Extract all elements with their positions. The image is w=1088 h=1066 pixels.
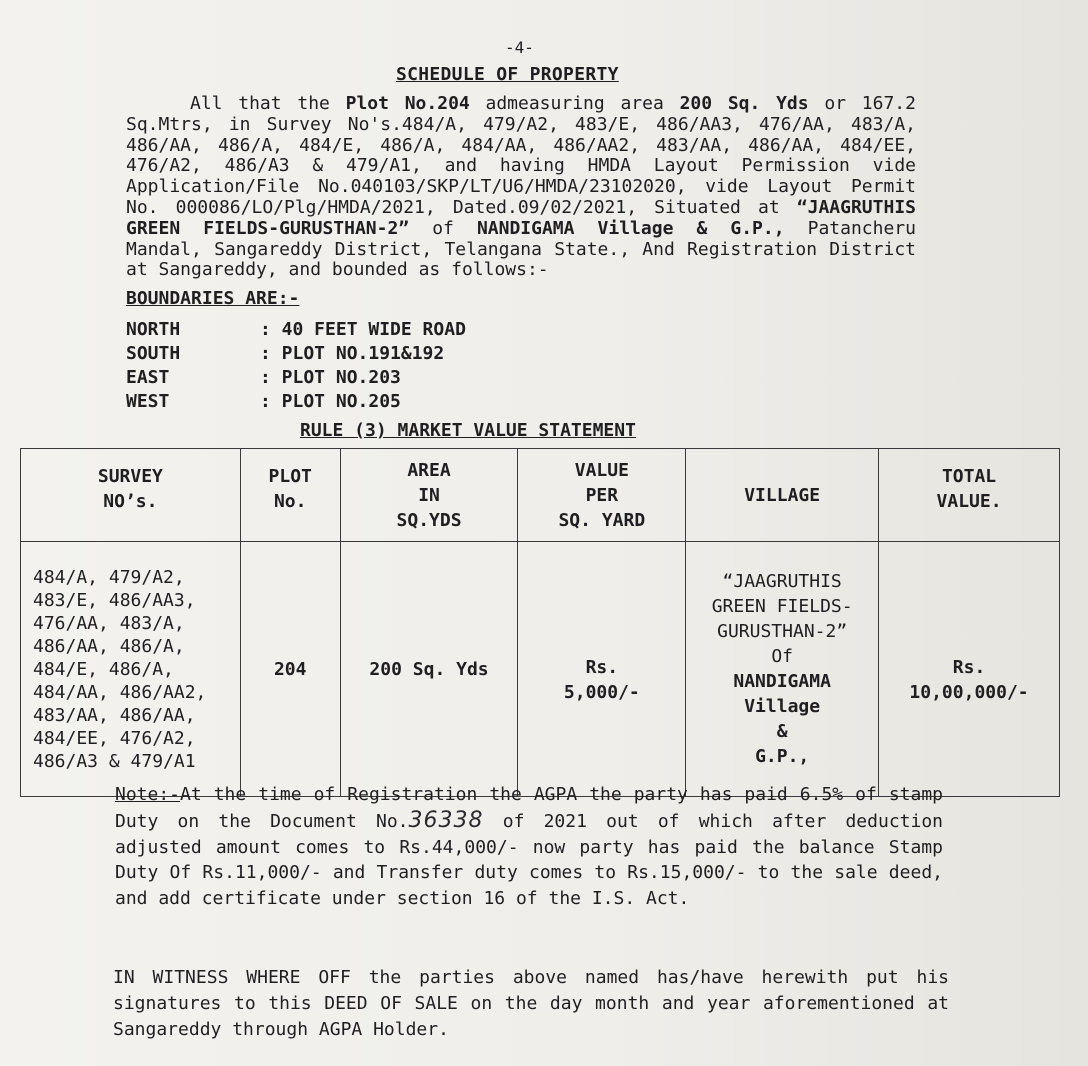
schedule-heading: SCHEDULE OF PROPERTY xyxy=(396,64,619,85)
header-value: VALUE PER SQ. YARD xyxy=(518,449,686,542)
cell-survey-numbers xyxy=(21,542,241,797)
boundary-north xyxy=(126,319,466,343)
boundary-west xyxy=(126,391,401,415)
boundary-direction: NORTH xyxy=(126,319,181,340)
note-text-1: At the time of Registration the AGPA the party has paid 6.5% of stamp Duty on the Document No. xyxy=(115,784,943,832)
boundary-value: : 40 FEET WIDE ROAD xyxy=(260,319,466,340)
note-label: Note:- xyxy=(115,784,181,805)
table-row xyxy=(21,542,1060,797)
market-value-table xyxy=(20,448,1060,797)
survey-line: 484/A, 479/A2, xyxy=(33,566,185,588)
survey-line: 486/AA, 486/A, xyxy=(33,635,185,657)
market-value-heading: RULE (3) MARKET VALUE STATEMENT xyxy=(300,420,636,441)
desc-text-1: All that the xyxy=(190,93,346,114)
cell-plot: 204 xyxy=(240,542,340,797)
boundary-value: : PLOT NO.191&192 xyxy=(260,343,445,364)
note-text-2: of 2021 out of which after deduction adjusted amount comes to Rs.44,000/- now party has paid the balance Stamp Duty Of Rs.11,000/- and Transfer duty comes to Rs.15,000/- to the sale deed, and add certificate under section 16 of the I.S. Act. xyxy=(115,810,944,910)
property-description xyxy=(126,94,916,281)
boundary-east xyxy=(126,367,401,391)
boundary-direction: WEST xyxy=(126,391,170,412)
witness-paragraph: IN WITNESS WHERE OFF the parties above named has/have herewith put his signatures to this DEED OF SALE on the day month and year aforementioned at Sangareddy through AGPA Holder. xyxy=(113,967,949,1040)
desc-text-4: of xyxy=(409,217,477,239)
plot-number: Plot No.204 xyxy=(345,93,470,114)
survey-line: 484/E, 486/A, xyxy=(33,658,174,680)
venture-name: “JAAGRUTHIS GREEN FIELDS-GURUSTHAN-2” xyxy=(126,196,916,239)
desc-text-5: Patancheru Mandal, Sangareddy District, Telangana State., And Registration District at Sangareddy, and bounded as follows:- xyxy=(126,217,916,281)
survey-line: 484/EE, 476/A2, xyxy=(33,727,196,749)
desc-text-3: or 167.2 Sq.Mtrs, in Survey No's.484/A, 479/A2, 483/E, 486/AA3, 476/AA, 483/A, 486/AA, 486/A, 484/E, 486/A, 484/AA, 486/AA2, 483/AA, 486/AA, 484/EE, 476/A2, 486/A3 & 479/A1, and having HMDA Layout Permission vide Application/File No.040103/SKP/LT/U6/HMDA/23102020, vide Layout Permit No. 000086/LO/Plg/HMDA/2021, Dated.09/02/2021, Situated at xyxy=(126,93,916,218)
survey-line: 484/AA, 486/AA2, xyxy=(33,681,207,703)
boundary-direction: SOUTH xyxy=(126,343,181,364)
header-area: AREA IN SQ.YDS xyxy=(340,449,518,542)
survey-line: 476/AA, 483/A, xyxy=(33,612,185,634)
document-number: 36338 xyxy=(408,807,484,833)
header-total: TOTAL VALUE. xyxy=(879,449,1060,542)
survey-line: 486/A3 & 479/A1 xyxy=(33,750,196,772)
cell-value-per-yard: Rs. 5,000/- xyxy=(518,542,686,797)
cell-total-value: Rs. 10,00,000/- xyxy=(879,542,1060,797)
cut-off-signature-line xyxy=(610,1052,950,1066)
header-plot: PLOT No. xyxy=(240,449,340,542)
boundary-value: : PLOT NO.205 xyxy=(260,391,401,412)
boundaries-heading: BOUNDARIES ARE:- xyxy=(126,288,300,309)
cell-area: 200 Sq. Yds xyxy=(340,542,518,797)
header-survey: SURVEY NO’s. xyxy=(21,449,241,542)
header-village: VILLAGE xyxy=(686,449,879,542)
boundary-value: : PLOT NO.203 xyxy=(260,367,401,388)
boundary-south xyxy=(126,343,444,367)
plot-area: 200 Sq. Yds xyxy=(679,93,809,114)
desc-text-2: admeasuring area xyxy=(469,93,680,114)
table-header-row xyxy=(21,449,1060,542)
boundary-direction: EAST xyxy=(126,367,170,388)
survey-line: 483/AA, 486/AA, xyxy=(33,704,196,726)
page-number: -4- xyxy=(505,38,534,57)
survey-line: 483/E, 486/AA3, xyxy=(33,589,196,611)
stamp-duty-note xyxy=(115,782,943,912)
village-name: NANDIGAMA Village & G.P., xyxy=(476,217,785,239)
cell-village: “JAAGRUTHIS GREEN FIELDS- GURUSTHAN-2” Of NANDIGAMA Village & G.P., xyxy=(686,542,879,797)
